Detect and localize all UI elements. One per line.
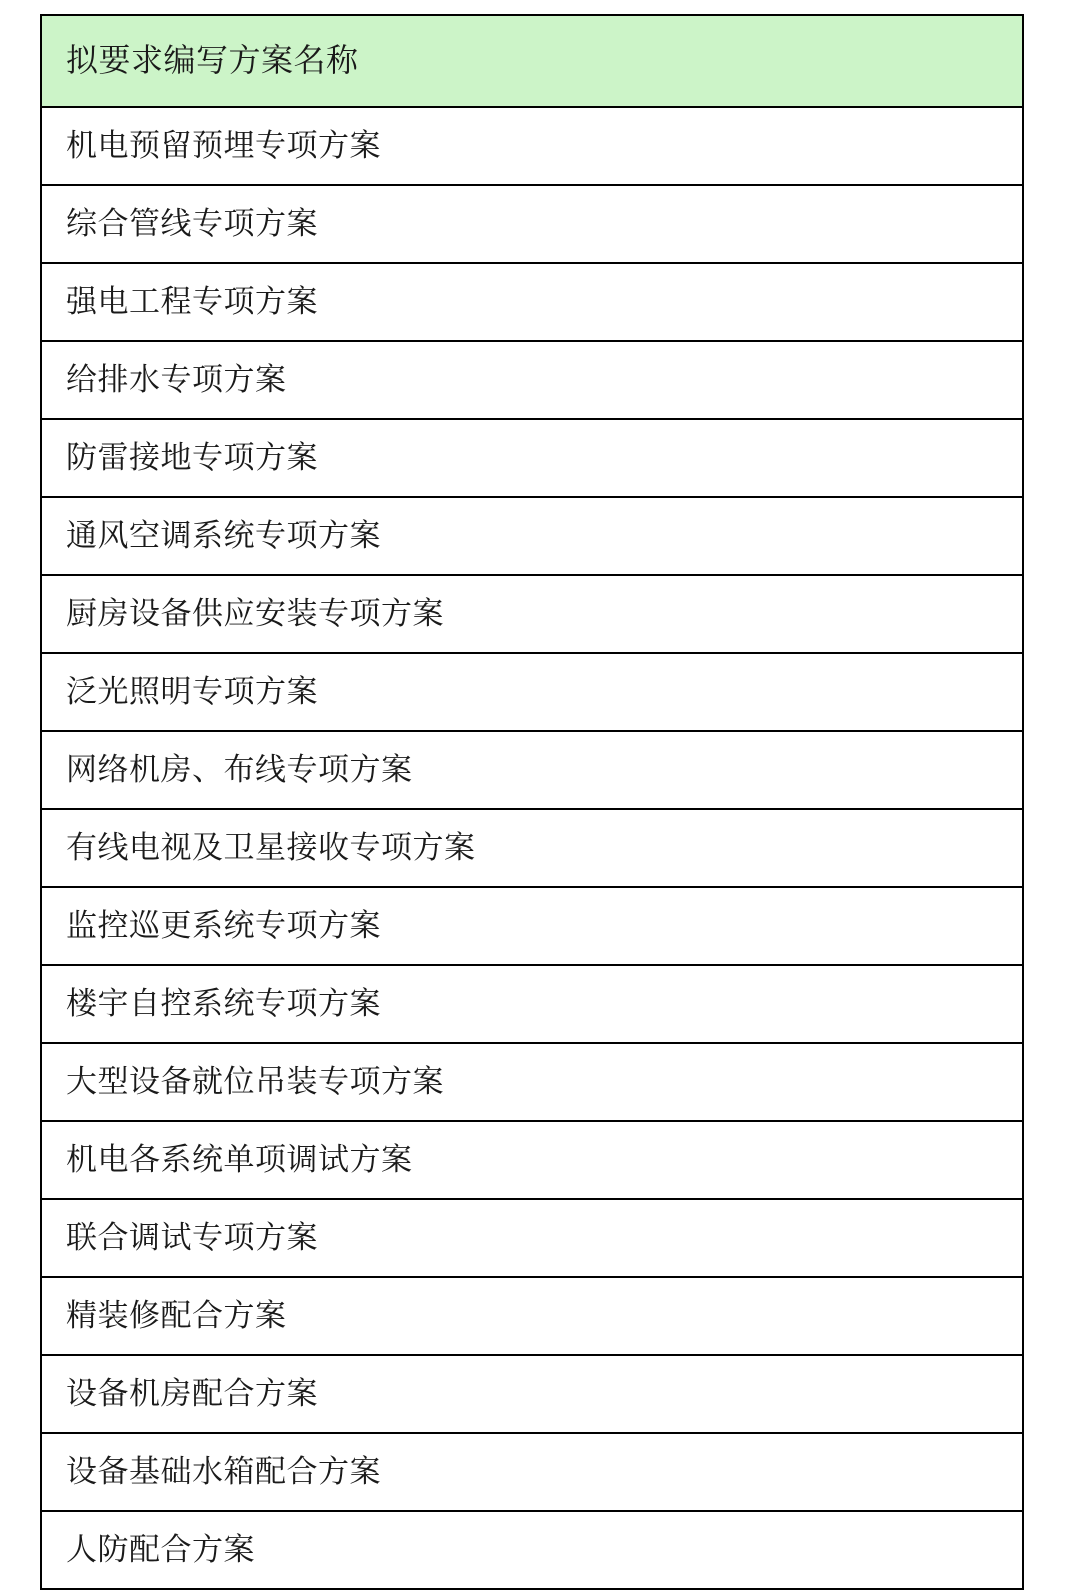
table-row xyxy=(41,341,1023,419)
table-row xyxy=(41,1355,1023,1433)
table-row xyxy=(41,965,1023,1043)
table-row xyxy=(41,1043,1023,1121)
table-row xyxy=(41,653,1023,731)
table-cell-plan-name: 通风空调系统专项方案 xyxy=(41,497,1023,575)
table-cell-plan-name: 楼宇自控系统专项方案 xyxy=(41,965,1023,1043)
table-row xyxy=(41,1199,1023,1277)
table-row xyxy=(41,497,1023,575)
table-row xyxy=(41,887,1023,965)
table-body xyxy=(41,15,1023,1589)
table-header-cell: 拟要求编写方案名称 xyxy=(41,15,1023,107)
table-cell-plan-name: 给排水专项方案 xyxy=(41,341,1023,419)
table-cell-plan-name: 大型设备就位吊装专项方案 xyxy=(41,1043,1023,1121)
table-cell-plan-name: 防雷接地专项方案 xyxy=(41,419,1023,497)
table-row xyxy=(41,731,1023,809)
table-cell-plan-name: 设备机房配合方案 xyxy=(41,1355,1023,1433)
table-cell-plan-name: 强电工程专项方案 xyxy=(41,263,1023,341)
table-cell-plan-name: 厨房设备供应安装专项方案 xyxy=(41,575,1023,653)
plan-name-table xyxy=(40,14,1024,1590)
table-cell-plan-name: 综合管线专项方案 xyxy=(41,185,1023,263)
table-row xyxy=(41,185,1023,263)
table-row xyxy=(41,107,1023,185)
table-cell-plan-name: 人防配合方案 xyxy=(41,1511,1023,1589)
table-cell-plan-name: 机电各系统单项调试方案 xyxy=(41,1121,1023,1199)
table-row xyxy=(41,575,1023,653)
table-row xyxy=(41,1433,1023,1511)
table-row xyxy=(41,1277,1023,1355)
table-row xyxy=(41,1511,1023,1589)
table-cell-plan-name: 机电预留预埋专项方案 xyxy=(41,107,1023,185)
table-cell-plan-name: 监控巡更系统专项方案 xyxy=(41,887,1023,965)
table-cell-plan-name: 网络机房、布线专项方案 xyxy=(41,731,1023,809)
table-row xyxy=(41,263,1023,341)
table-cell-plan-name: 联合调试专项方案 xyxy=(41,1199,1023,1277)
table-row xyxy=(41,1121,1023,1199)
table-cell-plan-name: 泛光照明专项方案 xyxy=(41,653,1023,731)
table-row xyxy=(41,419,1023,497)
table-cell-plan-name: 设备基础水箱配合方案 xyxy=(41,1433,1023,1511)
table-header-row xyxy=(41,15,1023,107)
table-row xyxy=(41,809,1023,887)
table-cell-plan-name: 精装修配合方案 xyxy=(41,1277,1023,1355)
table-cell-plan-name: 有线电视及卫星接收专项方案 xyxy=(41,809,1023,887)
